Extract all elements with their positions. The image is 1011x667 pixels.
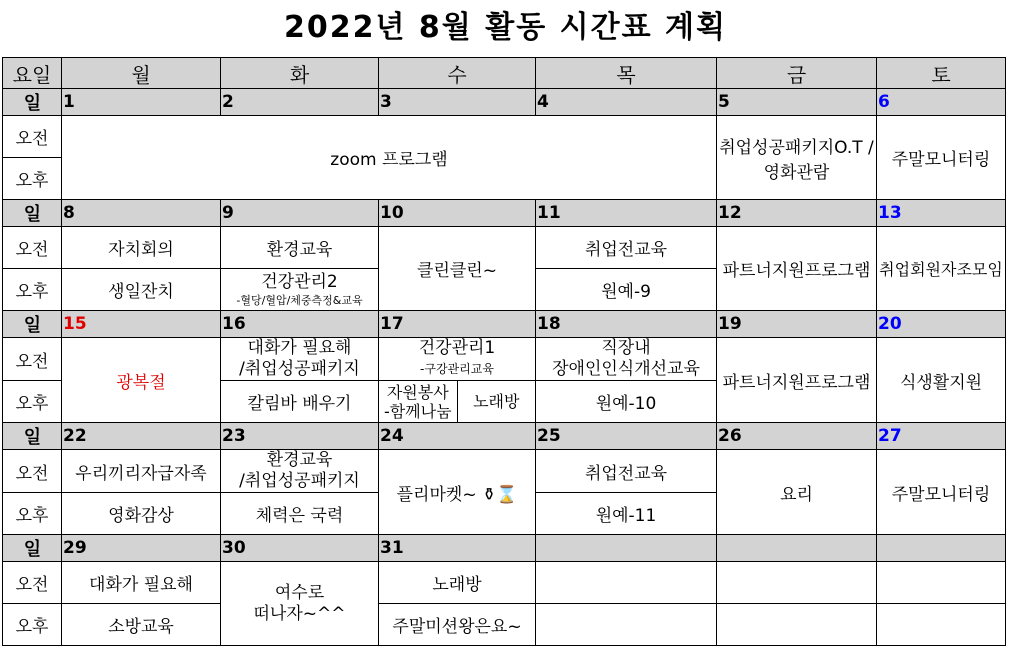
date-cell: 4 <box>536 89 717 116</box>
am-label: 오전 <box>3 116 62 158</box>
week-label: 일 <box>3 89 62 116</box>
date-cell: 2 <box>221 89 379 116</box>
activity-text: 직장내 <box>601 338 651 358</box>
date-cell <box>717 535 877 562</box>
page-title: 2022년 8월 활동 시간표 계획 <box>284 10 727 45</box>
activity-cell: 원예-9 <box>536 269 717 311</box>
date-row <box>3 423 1006 450</box>
week-label: 일 <box>3 200 62 227</box>
date-cell: 30 <box>221 535 379 562</box>
activity-cell: 원예-10 <box>536 381 717 423</box>
empty-cell <box>877 562 1006 604</box>
activity-cell: 요리 <box>717 450 877 535</box>
date-cell: 24 <box>379 423 536 450</box>
date-cell-saturday: 13 <box>877 200 1006 227</box>
date-cell: 22 <box>62 423 221 450</box>
date-cell: 8 <box>62 200 221 227</box>
pm-label: 오후 <box>3 158 62 200</box>
activity-cell: 칼림바 배우기 <box>221 381 379 423</box>
date-cell: 5 <box>717 89 877 116</box>
activity-cell <box>221 269 379 311</box>
activity-cell: 대화가 필요해 <box>62 562 221 604</box>
date-cell: 16 <box>221 311 379 338</box>
weekday-header-row <box>3 58 1006 89</box>
pm-row <box>3 604 1006 646</box>
date-cell-holiday: 15 <box>62 311 221 338</box>
activity-text: 떠나자~^^ <box>253 603 346 624</box>
activity-cell: 클린클린~ <box>379 227 536 311</box>
week-label: 일 <box>3 535 62 562</box>
activity-subtext: -혈당/혈압/체중측정&교육 <box>236 293 363 307</box>
activity-text: 대화가 필요해 <box>247 338 352 358</box>
activity-cell <box>221 562 379 646</box>
date-cell: 17 <box>379 311 536 338</box>
date-cell: 9 <box>221 200 379 227</box>
activity-cell: 취업전교육 <box>536 450 717 493</box>
date-cell: 1 <box>62 89 221 116</box>
am-label: 오전 <box>3 338 62 381</box>
date-cell: 29 <box>62 535 221 562</box>
am-row <box>3 116 1006 158</box>
activity-cell: zoom 프로그램 <box>62 116 717 200</box>
date-cell: 12 <box>717 200 877 227</box>
date-cell-saturday: 6 <box>877 89 1006 116</box>
am-label: 오전 <box>3 227 62 269</box>
am-label: 오전 <box>3 562 62 604</box>
activity-text <box>379 381 457 422</box>
activity-text: /취업성공패키지 <box>239 359 360 379</box>
activity-cell <box>379 338 536 381</box>
week-label: 일 <box>3 423 62 450</box>
activity-cell: 원예-11 <box>536 493 717 535</box>
day-wed: 수 <box>379 58 536 89</box>
activity-cell: 취업전교육 <box>536 227 717 269</box>
date-cell: 26 <box>717 423 877 450</box>
activity-text: 환경교육 <box>266 450 333 470</box>
activity-subtext: -구강관리교육 <box>420 362 494 376</box>
activity-cell: 취업회원자조모임 <box>877 227 1006 311</box>
activity-cell: 주말모니터링 <box>877 450 1006 535</box>
date-cell: 19 <box>717 311 877 338</box>
date-cell: 31 <box>379 535 536 562</box>
activity-text: 건강관리2 <box>261 271 338 292</box>
activity-cell: 생일잔치 <box>62 269 221 311</box>
activity-cell-split <box>379 381 536 423</box>
date-cell: 18 <box>536 311 717 338</box>
activity-cell: 영화감상 <box>62 493 221 535</box>
activity-text: /취업성공패키지 <box>239 471 360 491</box>
activity-text: 취업성공패키지O.T /영화관람 <box>719 137 874 183</box>
activity-cell: 파트너지원프로그램 <box>717 338 877 423</box>
empty-cell <box>536 562 717 604</box>
day-fri: 금 <box>717 58 877 89</box>
schedule-table <box>2 57 1006 646</box>
activity-cell: 환경교육 <box>221 227 379 269</box>
day-mon: 월 <box>62 58 221 89</box>
activity-cell <box>221 338 379 381</box>
activity-text: -함께나눔 <box>383 401 452 421</box>
activity-cell <box>221 450 379 493</box>
activity-cell: 식생활지원 <box>877 338 1006 423</box>
empty-cell <box>877 604 1006 646</box>
activity-cell: 주말미션왕은요~ <box>379 604 536 646</box>
activity-cell: 체력은 국력 <box>221 493 379 535</box>
am-label: 오전 <box>3 450 62 493</box>
activity-cell: 자치회의 <box>62 227 221 269</box>
activity-text: 자원봉사 <box>386 382 449 402</box>
activity-cell <box>536 338 717 381</box>
pm-label: 오후 <box>3 269 62 311</box>
empty-cell <box>536 604 717 646</box>
date-cell: 11 <box>536 200 717 227</box>
day-tue: 화 <box>221 58 379 89</box>
day-thu: 목 <box>536 58 717 89</box>
pm-label: 오후 <box>3 493 62 535</box>
corner-label: 요일 <box>3 58 62 89</box>
date-cell: 23 <box>221 423 379 450</box>
activity-text: 건강관리1 <box>418 338 496 358</box>
date-row <box>3 535 1006 562</box>
pm-label: 오후 <box>3 381 62 423</box>
activity-cell: 우리끼리자급자족 <box>62 450 221 493</box>
date-cell <box>536 535 717 562</box>
activity-text: 장애인인식개선교육 <box>552 359 700 379</box>
date-cell <box>877 535 1006 562</box>
date-cell: 10 <box>379 200 536 227</box>
activity-cell <box>717 116 877 200</box>
empty-cell <box>717 604 877 646</box>
activity-cell: 노래방 <box>379 562 536 604</box>
date-row <box>3 311 1006 338</box>
pm-label: 오후 <box>3 604 62 646</box>
date-cell: 3 <box>379 89 536 116</box>
activity-cell: 주말모니터링 <box>877 116 1006 200</box>
date-cell-saturday: 20 <box>877 311 1006 338</box>
empty-cell <box>717 562 877 604</box>
date-cell-saturday: 27 <box>877 423 1006 450</box>
activity-cell: 플리마켓~ ⚱⌛ <box>379 450 536 535</box>
date-row <box>3 200 1006 227</box>
date-row <box>3 89 1006 116</box>
am-row <box>3 450 1006 493</box>
activity-text: 여수로 <box>274 582 325 603</box>
activity-text: 노래방 <box>457 381 536 422</box>
am-row <box>3 227 1006 269</box>
activity-cell: 파트너지원프로그램 <box>717 227 877 311</box>
week-label: 일 <box>3 311 62 338</box>
am-row <box>3 562 1006 604</box>
day-sat: 토 <box>877 58 1006 89</box>
date-cell: 25 <box>536 423 717 450</box>
holiday-cell: 광복절 <box>62 338 221 423</box>
activity-cell: 소방교육 <box>62 604 221 646</box>
am-row <box>3 338 1006 381</box>
